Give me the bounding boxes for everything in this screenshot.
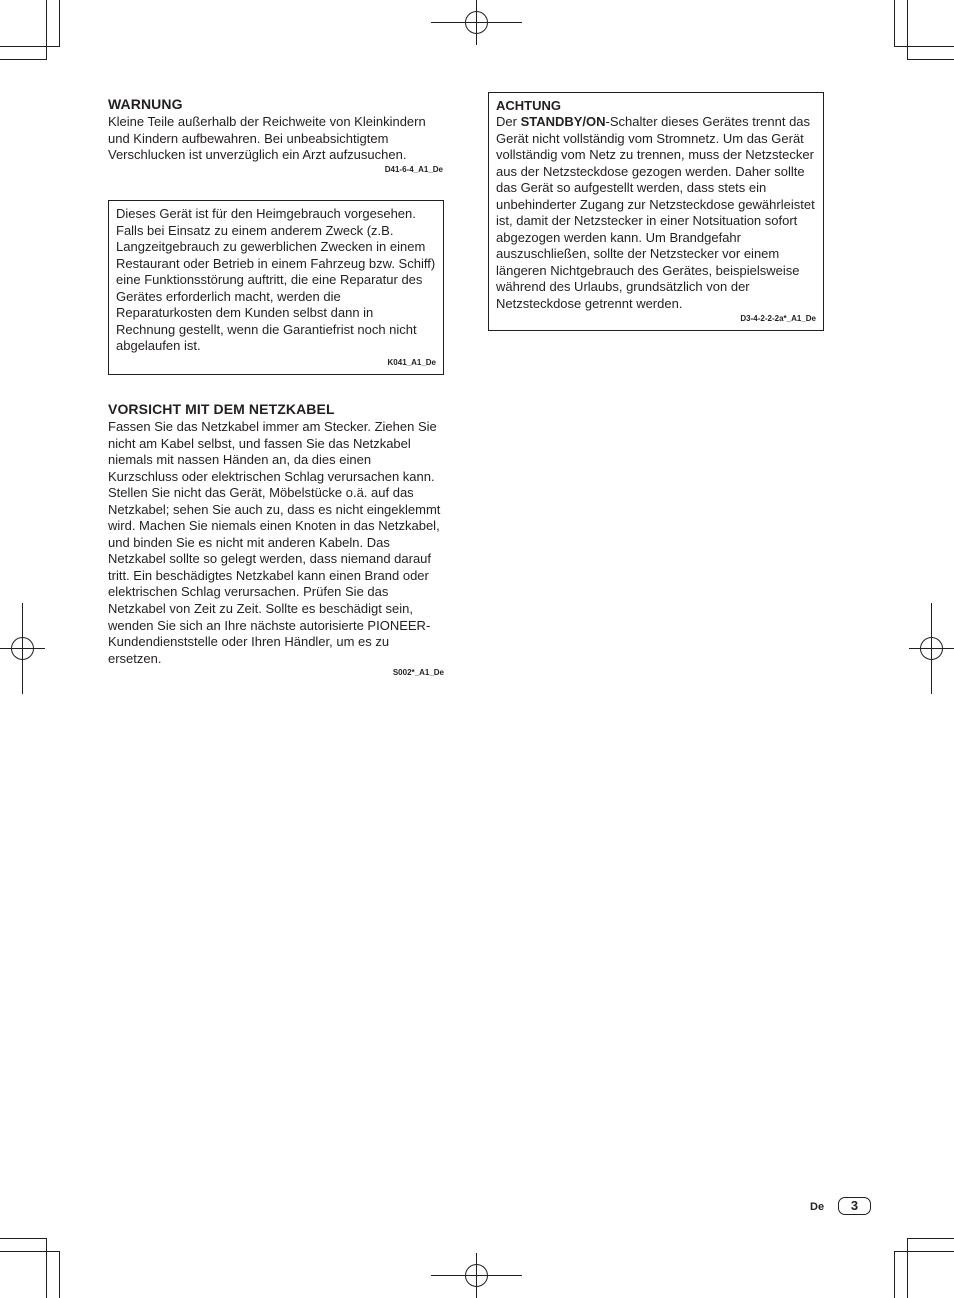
netzkabel-text: Fassen Sie das Netzkabel immer am Stecker. Ziehen Sie nicht am Kabel selbst, und fassen Sie das Netzkabel niemals mit nassen Händen an, da dies einen Kurzschluss oder elektrischen Schlag verursachen kann. Stellen Sie nicht das Gerät, Möbelstücke o.ä. auf das Netzkabel; sehen Sie auch zu, dass es nicht eingeklemmt wird. Machen Sie niemals einen Knoten in das Netzkabel, und binden Sie es nicht mit anderen Kabeln. Das Netzkabel sollte so gelegt werden, dass niemand darauf tritt. Ein beschädigtes Netzkabel kann einen Brand oder elektrischen Schlag verursachen. Prüfen Sie das Netzkabel von Zeit zu Zeit. Sollte es beschädigt sein, wenden Sie sich an Ihre nächste autorisierte PIONEER-Kundendienststelle oder Ihren Händler, um es zu ersetzen. xyxy=(108,419,441,666)
footer-language: De xyxy=(810,1201,825,1213)
achtung-box xyxy=(488,92,824,331)
netzkabel-heading: VORSICHT MIT DEM NETZKABEL xyxy=(108,401,335,417)
achtung-code: D3-4-2-2-2a*_A1_De xyxy=(740,313,816,323)
household-notice-text: Dieses Gerät ist für den Heimgebrauch vorgesehen. Falls bei Einsatz zu einem anderem Zweck (z.B. Langzeitgebrauch zu gewerblichen Zwecken in einem Restaurant oder Betrieb in einem Fahrzeug bzw. Schiff) eine Funktionsstörung auftritt, die eine Reparatur des Gerätes erforderlich macht, werden die Reparaturkosten dem Kunden selbst dann in Rechnung gestellt, wenn die Garantiefrist noch nicht abgelaufen ist. xyxy=(116,206,436,354)
household-notice-box xyxy=(108,200,444,375)
achtung-text-prefix: Der xyxy=(496,114,521,129)
warnung-heading: WARNUNG xyxy=(108,96,183,112)
warnung-code: D41-6-4_A1_De xyxy=(384,164,443,174)
page-number: 3 xyxy=(838,1197,871,1215)
standby-on-label: STANDBY/ON xyxy=(520,114,606,129)
achtung-text xyxy=(496,114,816,313)
warnung-section xyxy=(108,96,443,175)
netzkabel-code: S002*_A1_De xyxy=(392,668,444,678)
household-notice-code: K041_A1_De xyxy=(387,357,436,367)
achtung-heading: ACHTUNG xyxy=(496,98,561,113)
warnung-text: Kleine Teile außerhalb der Reichweite von Kleinkindern und Kindern aufbewahren. Bei unbeabsichtigtem Verschlucken ist unverzüglich ein Arzt aufzusuchen. xyxy=(108,114,426,163)
achtung-text-rest: -Schalter dieses Gerätes trennt das Gerät nicht vollständig vom Stromnetz. Um das Gerät vollständig vom Netz zu trennen, muss der Netzstecker aus der Netzsteckdose gezogen werden. Daher sollte das Gerät so aufgestellt werden, dass stets ein unbehinderter Zugang zur Netzsteckdose gewährleistet ist, damit der Netzstecker in einer Notsituation sofort abgezogen werden kann. Um Brandgefahr auszuschließen, sollte der Netzstecker vor einem längeren Nichtgebrauch des Gerätes, beispielsweise während des Urlaubs, grundsätzlich von der Netzsteckdose getrennt werden. xyxy=(496,114,815,312)
netzkabel-section xyxy=(108,401,444,678)
